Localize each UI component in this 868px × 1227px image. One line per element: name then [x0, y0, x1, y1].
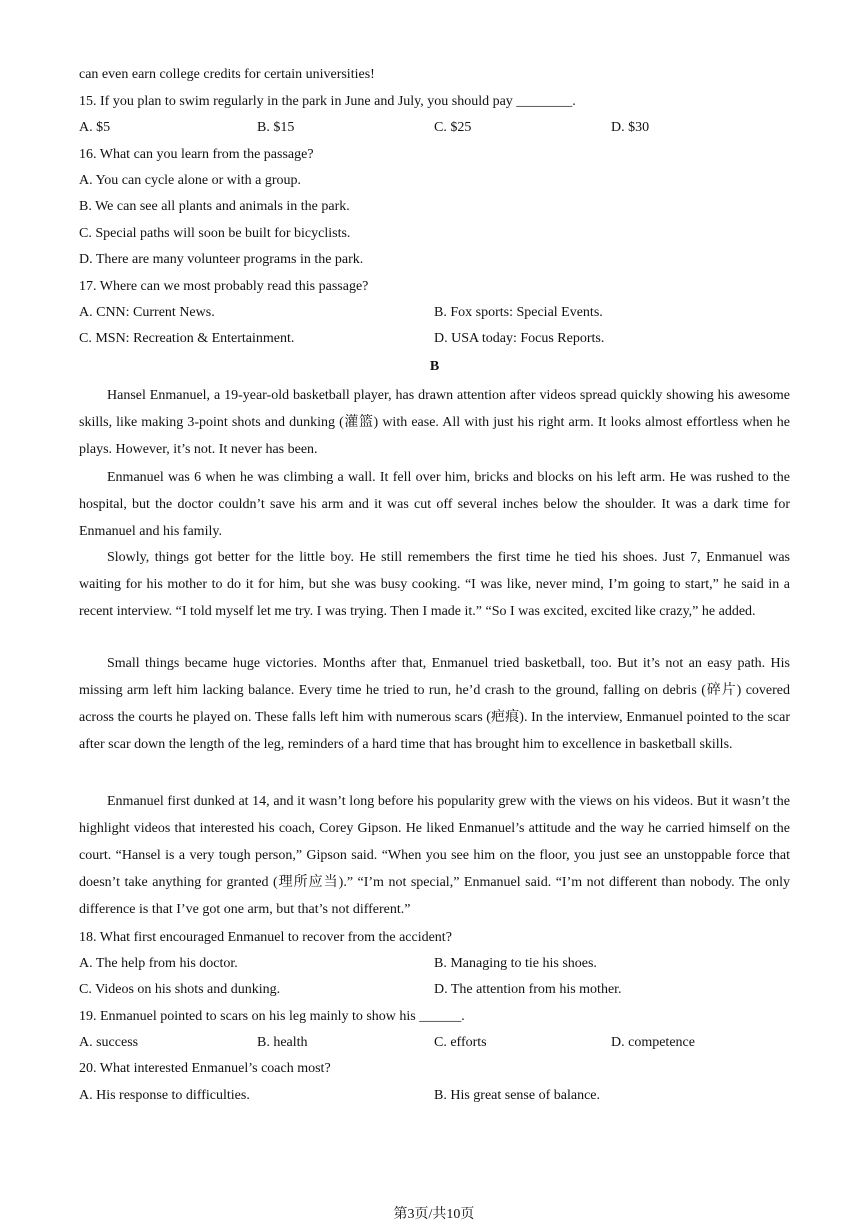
- question-18-stem: 18. What first encouraged Enmanuel to recover from the accident?: [79, 930, 452, 945]
- option-c: C. MSN: Recreation & Entertainment.: [79, 331, 295, 346]
- question-15-stem: 15. If you plan to swim regularly in the park in June and July, you should pay ________.: [79, 94, 576, 109]
- option-d: D. competence: [611, 1035, 695, 1050]
- option-c: C. Special paths will soon be built for bicyclists.: [79, 226, 351, 241]
- option-a: A. The help from his doctor.: [79, 956, 238, 971]
- option-b: B. His great sense of balance.: [434, 1088, 600, 1103]
- option-a: A. You can cycle alone or with a group.: [79, 173, 302, 188]
- option-d: D. $30: [611, 120, 650, 135]
- question-16-stem: 16. What can you learn from the passage?: [79, 147, 314, 162]
- passage-b-paragraph: Enmanuel was 6 when he was climbing a wall. It fell over him, bricks and blocks on his left arm. He was rushed to the hospital, but the doctor couldn’t save his arm and it was cut off several inches below the shoulder. It was a dark time for Enmanuel and his family.: [79, 470, 790, 539]
- option-a: A. CNN: Current News.: [79, 305, 215, 320]
- question-17-stem: 17. Where can we most probably read this passage?: [79, 279, 369, 294]
- option-d: D. There are many volunteer programs in the park.: [79, 252, 364, 267]
- question-20-stem: 20. What interested Enmanuel’s coach most?: [79, 1061, 331, 1076]
- question-19-stem: 19. Enmanuel pointed to scars on his leg mainly to show his ______.: [79, 1009, 465, 1024]
- page-number-footer: 第3页/共10页: [393, 1207, 475, 1222]
- passage-b-paragraph: Slowly, things got better for the little boy. He still remembers the first time he tied his shoes. Just 7, Enmanuel was waiting for his mother to do it for him, but she was busy cooking. “I was like, never mind, I’m going to start,” he said in a recent interview. “I told myself let me try. I was trying. Then I made it.” “So I was excited, excited like crazy,” he added.: [79, 550, 790, 619]
- option-a: A. $5: [79, 120, 111, 135]
- option-a: A. His response to difficulties.: [79, 1088, 250, 1103]
- option-c: C. efforts: [434, 1035, 487, 1050]
- option-d: D. USA today: Focus Reports.: [434, 331, 605, 346]
- passage-b-paragraph: Enmanuel first dunked at 14, and it wasn’t long before his popularity grew with the views on his videos. But it wasn’t the highlight videos that interested his coach, Corey Gipson. He liked Enmanuel’s attitude and the way he carried himself on the court. “Hansel is a very tough person,” Gipson said. “When you see him on the floor, you just see an unstoppable force that doesn’t take anything for granted (理所应当).” “I’m not special,” Enmanuel said. “I’m not different than nobody. The only difference is that I’ve got one arm, but that’s not different.”: [79, 794, 790, 917]
- passage-b-paragraph: Small things became huge victories. Months after that, Enmanuel tried basketball, too. But it’s not an easy path. His missing arm left him lacking balance. Every time he tried to run, he’d crash to the ground, falling on debris (碎片) covered across the courts he played on. These falls left him with numerous scars (疤痕). In the interview, Enmanuel pointed to the scar after scar down the length of the leg, reminders of a hard time that has brought him to excellence in basketball skills.: [79, 656, 790, 752]
- passage-a-tail: can even earn college credits for certain universities!: [79, 67, 375, 82]
- option-b: B. health: [257, 1035, 308, 1050]
- option-c: C. Videos on his shots and dunking.: [79, 982, 281, 997]
- option-b: B. $15: [257, 120, 295, 135]
- option-c: C. $25: [434, 120, 472, 135]
- passage-b-paragraph: Hansel Enmanuel, a 19-year-old basketball player, has drawn attention after videos spread quickly showing his awesome skills, like making 3-point shots and dunking (灌篮) with ease. All with just his right arm. It looks almost effortless when he plays. However, it’s not. It never has been.: [79, 388, 790, 457]
- option-a: A. success: [79, 1035, 139, 1050]
- option-b: B. Managing to tie his shoes.: [434, 956, 597, 971]
- section-b-heading: B: [429, 359, 440, 374]
- option-b: B. We can see all plants and animals in the park.: [79, 199, 350, 214]
- option-d: D. The attention from his mother.: [434, 982, 622, 997]
- option-b: B. Fox sports: Special Events.: [434, 305, 603, 320]
